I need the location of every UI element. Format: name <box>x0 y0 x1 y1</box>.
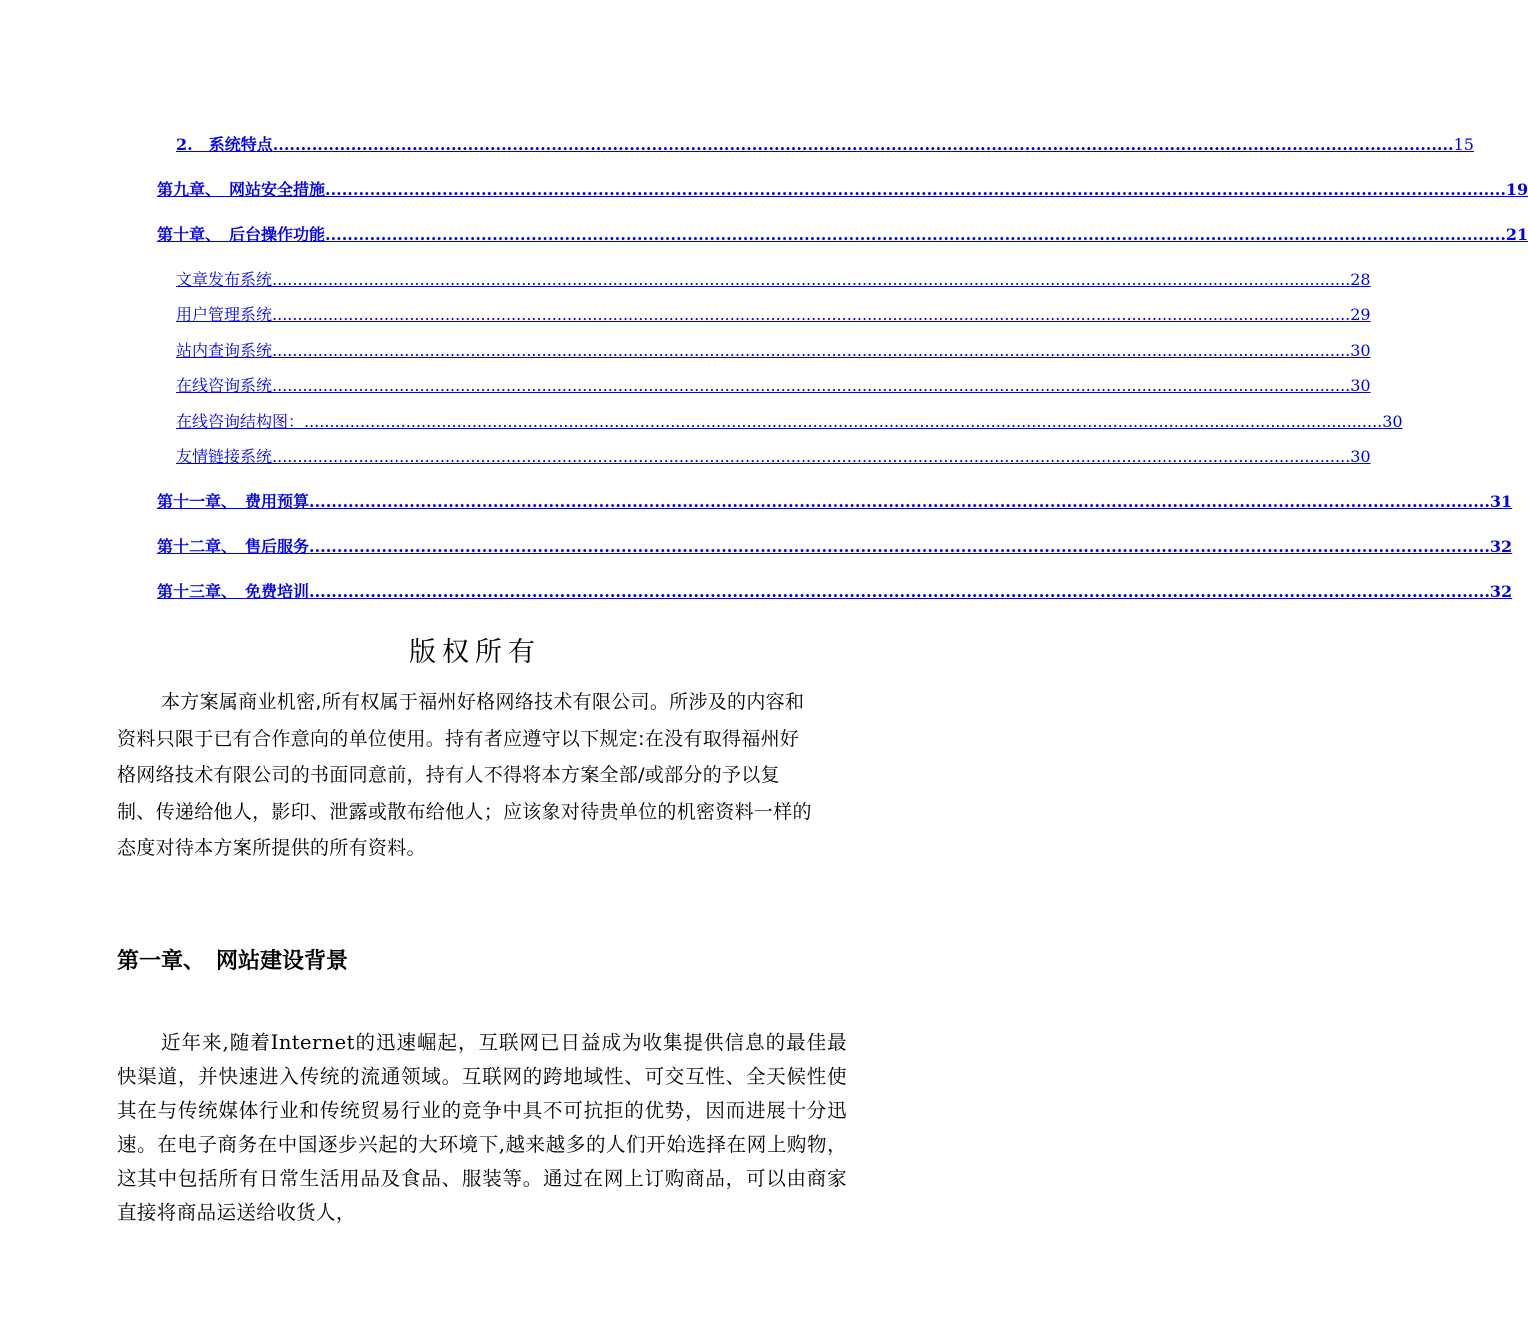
toc-entry-label: 第十章、 后台操作功能 <box>157 225 326 244</box>
toc-entry-page: 32 <box>1489 582 1513 601</box>
toc-entry-label: 站内查询系统 <box>176 341 273 360</box>
toc-leader-dots: .................................................................................................................................................................................................................... <box>272 305 1351 324</box>
toc-entry-page: 21 <box>1505 225 1528 244</box>
toc-entry-label: 第十三章、 免费培训 <box>157 582 310 601</box>
toc-entry[interactable] <box>157 579 1513 602</box>
toc-leader-dots: .................................................................................................................................................................................................................... <box>309 582 1490 601</box>
toc-leader-dots: .................................................................................................................................................................................................................... <box>272 376 1351 395</box>
toc-leader-dots: .................................................................................................................................................................................................................... <box>309 492 1490 511</box>
toc-entry-label: 在线咨询系统 <box>176 376 273 395</box>
chapter-paragraph: 近年来,随着Internet的迅速崛起，互联网已日益成为收集提供信息的最佳最快渠道，并快速进入传统的流通领域。互联网的跨地域性、可交互性、全天候性使其在与传统媒体行业和传统贸易行业的竞争中具不可抗拒的优势，因而进展十分迅速。在电子商务在中国逐步兴起的大环境下,越来越多的人们开始选择在网上购物，这其中包括所有日常生活用品及食品、服装等。通过在网上订购商品，可以由商家直接将商品运送给收货人， <box>117 1031 847 1224</box>
toc-entry-page: 30 <box>1382 412 1403 431</box>
toc-entry-page: 28 <box>1350 270 1371 289</box>
toc-entry-page: 30 <box>1350 341 1371 360</box>
toc-entry[interactable] <box>176 444 1371 467</box>
toc-entry[interactable] <box>176 302 1371 325</box>
toc-entry-label: 第十一章、 费用预算 <box>157 492 310 511</box>
toc-entry[interactable] <box>176 338 1371 361</box>
toc-entry-page: 15 <box>1453 135 1474 154</box>
toc-entry[interactable] <box>157 222 1528 245</box>
toc-entry-label: 用户管理系统 <box>176 305 273 324</box>
toc-leader-dots: .................................................................................................................................................................................................................... <box>304 412 1383 431</box>
toc-entry[interactable] <box>157 534 1513 557</box>
toc-leader-dots: .................................................................................................................................................................................................................... <box>325 225 1506 244</box>
toc-entry-page: 31 <box>1489 492 1513 511</box>
toc-entry[interactable] <box>157 489 1513 512</box>
toc-entry-page: 30 <box>1350 376 1371 395</box>
copyright-paragraph: 本方案属商业机密,所有权属于福州好格网络技术有限公司。所涉及的内容和资料只限于已有合作意向的单位使用。持有者应遵守以下规定:在没有取得福州好格网络技术有限公司的书面同意前，持有人不得将本方案全部/或部分的予以复制、传递给他人，影印、泄露或散布给他人；应该象对待贵单位的机密资料一样的态度对待本方案所提供的所有资料。 <box>117 691 812 859</box>
toc-leader-dots: .................................................................................................................................................................................................................... <box>272 135 1454 154</box>
toc-entry-label: 2. 系统特点 <box>176 135 273 154</box>
toc-leader-dots: .................................................................................................................................................................................................................... <box>272 447 1351 466</box>
toc-entry-page: 29 <box>1350 305 1371 324</box>
toc-leader-dots: .................................................................................................................................................................................................................... <box>309 537 1490 556</box>
chapter-heading: 第一章、 网站建设背景 <box>117 949 349 974</box>
toc-entry-page: 30 <box>1350 447 1371 466</box>
toc-leader-dots: .................................................................................................................................................................................................................... <box>272 270 1351 289</box>
toc-entry-page: 32 <box>1489 537 1513 556</box>
toc-entry-page: 19 <box>1505 180 1528 199</box>
toc-leader-dots: .................................................................................................................................................................................................................... <box>272 341 1351 360</box>
toc-entry-label: 友情链接系统 <box>176 447 273 466</box>
toc-entry-label: 文章发布系统 <box>176 270 273 289</box>
toc-leader-dots: .................................................................................................................................................................................................................... <box>325 180 1506 199</box>
toc-entry[interactable] <box>176 373 1371 396</box>
toc-entry[interactable] <box>176 132 1474 155</box>
toc-entry[interactable] <box>176 267 1371 290</box>
copyright-title: 版权所有 <box>409 637 541 668</box>
toc-entry-label: 第十二章、 售后服务 <box>157 537 310 556</box>
toc-entry[interactable] <box>176 409 1403 432</box>
toc-entry[interactable] <box>157 177 1528 200</box>
toc-entry-label: 在线咨询结构图： <box>176 412 305 431</box>
toc-entry-label: 第九章、 网站安全措施 <box>157 180 326 199</box>
